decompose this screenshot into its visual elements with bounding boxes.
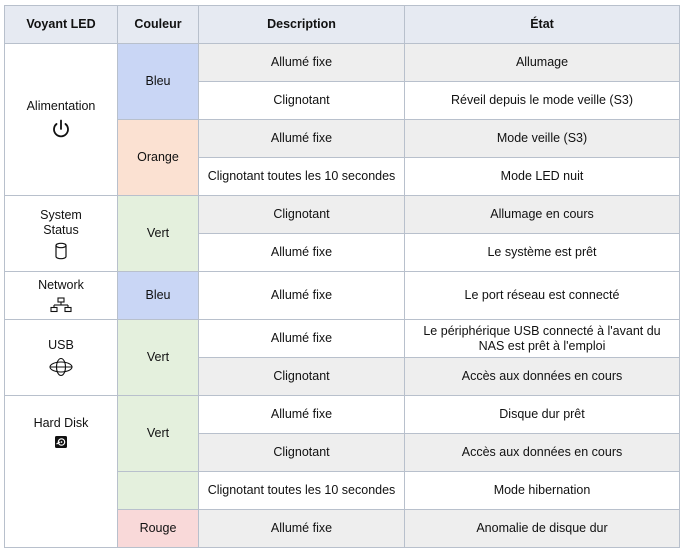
row-description: Allumé fixe	[199, 510, 405, 548]
header-color-text: Couleur	[134, 17, 182, 31]
row-description: Allumé fixe	[199, 320, 405, 358]
table-row	[5, 272, 680, 320]
database-icon	[9, 242, 113, 260]
table-row	[5, 196, 680, 234]
row-state: Mode LED nuit	[405, 158, 680, 196]
header-state: État	[405, 6, 680, 44]
row-description: Clignotant	[199, 358, 405, 396]
color-blue-network: Bleu	[118, 272, 199, 320]
row-state: Accès aux données en cours	[405, 434, 680, 472]
row-state: Mode hibernation	[405, 472, 680, 510]
table-row	[5, 44, 680, 82]
row-description: Allumé fixe	[199, 44, 405, 82]
color-red-hdd: Rouge	[118, 510, 199, 548]
row-description: Clignotant toutes les 10 secondes	[199, 472, 405, 510]
row-state: Accès aux données en cours	[405, 358, 680, 396]
row-description: Allumé fixe	[199, 120, 405, 158]
color-green-system: Vert	[118, 196, 199, 272]
led-network	[5, 272, 118, 320]
header-color	[118, 6, 199, 44]
color-green-usb: Vert	[118, 320, 199, 396]
row-state: Anomalie de disque dur	[405, 510, 680, 548]
usb-globe-icon	[9, 357, 113, 377]
color-green-hdd: Vert	[118, 396, 199, 472]
led-power	[5, 44, 118, 196]
led-status-table	[4, 5, 680, 548]
row-state: Le périphérique USB connecté à l'avant du NAS est prêt à l'emploi	[405, 320, 680, 358]
row-description: Clignotant	[199, 434, 405, 472]
row-description: Allumé fixe	[199, 396, 405, 434]
row-state: Allumage en cours	[405, 196, 680, 234]
row-state: Disque dur prêt	[405, 396, 680, 434]
header-row	[5, 6, 680, 44]
row-state: Le système est prêt	[405, 234, 680, 272]
led-hard-disk	[5, 396, 118, 548]
table-row	[5, 320, 680, 358]
row-state: Réveil depuis le mode veille (S3)	[405, 82, 680, 120]
row-description: Clignotant toutes les 10 secondes	[199, 158, 405, 196]
led-network-label: Network	[38, 278, 84, 292]
row-description: Clignotant	[199, 82, 405, 120]
color-green-hdd-empty	[118, 472, 199, 510]
led-usb-label: USB	[48, 338, 74, 352]
color-orange-power: Orange	[118, 120, 199, 196]
led-usb	[5, 320, 118, 396]
table-row	[5, 396, 680, 434]
power-icon	[9, 118, 113, 140]
hard-disk-icon	[9, 435, 113, 449]
row-state: Le port réseau est connecté	[405, 272, 680, 320]
row-state: Mode veille (S3)	[405, 120, 680, 158]
row-description: Allumé fixe	[199, 234, 405, 272]
led-power-label: Alimentation	[26, 99, 96, 113]
color-blue-power: Bleu	[118, 44, 199, 120]
led-system-label: System Status	[40, 207, 82, 237]
header-description: Description	[199, 6, 405, 44]
network-icon	[9, 297, 113, 313]
led-system-status	[5, 196, 118, 272]
header-led: Voyant LED	[5, 6, 118, 44]
led-hdd-label: Hard Disk	[33, 416, 89, 430]
row-description: Clignotant	[199, 196, 405, 234]
row-state: Allumage	[405, 44, 680, 82]
row-description: Allumé fixe	[199, 272, 405, 320]
